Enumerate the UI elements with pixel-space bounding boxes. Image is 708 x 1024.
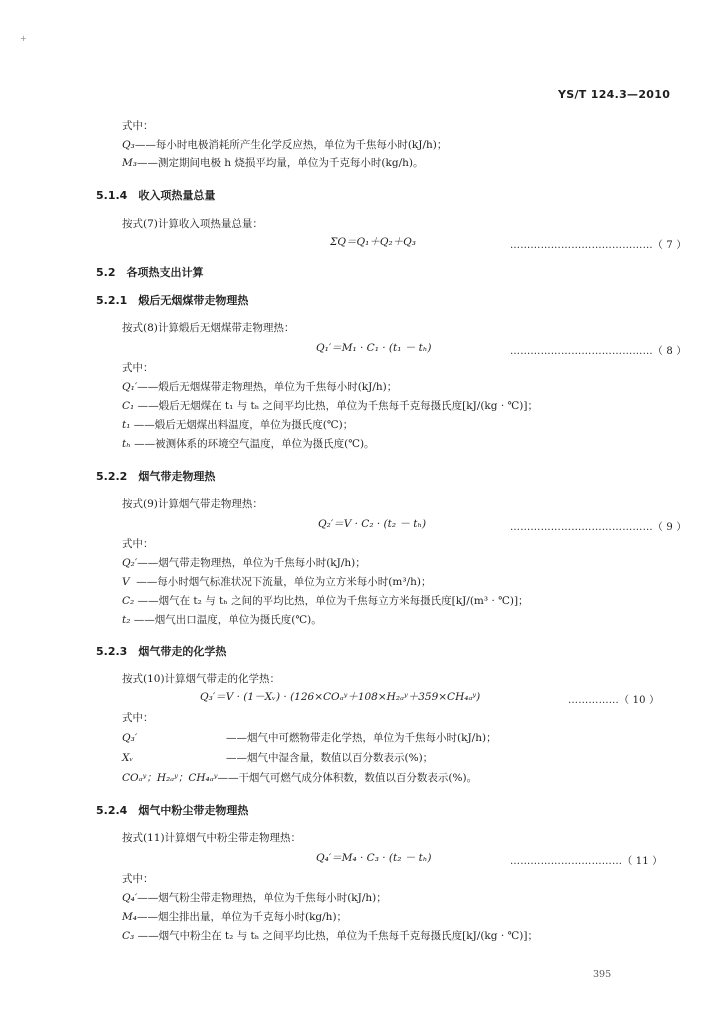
where-item: Xᵥ ——烟气中湿含量，数值以百分数表示(%)； (122, 752, 434, 764)
formula: Q₁′＝M₁ · C₁ · (t₁ － tₕ) (316, 342, 432, 354)
section-heading: 5.1.4 收入项热量总量 (96, 189, 216, 202)
standard-header: YS/T 124.3—2010 (558, 88, 671, 101)
formula: Q₃′＝V · (1－Xᵥ) · (126×COₐʸ＋108×H₂ₐʸ＋359×CH₄ₐʸ) (200, 691, 481, 703)
formula-intro: 按式(7)计算收入项热量总量： (122, 218, 263, 230)
section-heading: 5.2.4 烟气中粉尘带走物理热 (96, 804, 249, 817)
where-item: Q₄′——烟气粉尘带走物理热，单位为千焦每小时(kJ/h)； (122, 892, 387, 904)
formula-intro: 按式(9)计算烟气带走物理热： (122, 498, 263, 510)
formula: Q₄′＝M₄ · C₃ · (t₂ － tₕ) (316, 852, 432, 864)
where-label: 式中： (122, 362, 154, 374)
where-item: M₃——测定期间电极 h 烧损平均量，单位为千克每小时(kg/h)。 (122, 157, 424, 169)
where-item: tₕ ——被测体系的环境空气温度，单位为摄氏度(℃)。 (122, 438, 375, 450)
where-item: M₄——烟尘排出量，单位为千克每小时(kg/h)； (122, 911, 348, 923)
formula: Q₂′＝V · C₂ · (t₂ － tₕ) (318, 518, 427, 530)
corner-mark: + (20, 34, 27, 43)
formula-intro: 按式(8)计算煅后无烟煤带走物理热： (122, 322, 295, 334)
where-item: C₁ ——煅后无烟煤在 t₁ 与 tₕ 之间平均比热，单位为千焦每千克每摄氏度[kJ/(kg · ℃)]； (122, 400, 538, 412)
where-item: C₂ ——烟气在 t₂ 与 tₕ 之间的平均比热，单位为千焦每立方米每摄氏度[kJ/(m³ · ℃)]； (122, 595, 529, 607)
section-heading: 5.2.2 烟气带走物理热 (96, 470, 216, 483)
formula-intro: 按式(10)计算烟气带走的化学热： (122, 673, 281, 685)
equation-number: ……………（ 10 ） (568, 695, 660, 706)
section-heading: 5.2.3 烟气带走的化学热 (96, 645, 227, 658)
equation-number: ……………………………（ 11 ） (510, 856, 663, 867)
where-item: t₁ ——煅后无烟煤出料温度，单位为摄氏度(℃)； (122, 419, 354, 431)
where-item: Q₃′ ——烟气中可燃物带走化学热，单位为千焦每小时(kJ/h)； (122, 732, 497, 744)
where-item: Q₃——每小时电极消耗所产生化学反应热，单位为千焦每小时(kJ/h)； (122, 139, 448, 151)
formula-intro: 按式(11)计算烟气中粉尘带走物理热： (122, 832, 302, 844)
where-item: COₐʸ；H₂ₐʸ；CH₄ₐʸ——干烟气可燃气成分体积数，数值以百分数表示(%)。 (122, 772, 478, 784)
where-item: V ——每小时烟气标准状况下流量，单位为立方米每小时(m³/h)； (122, 576, 432, 588)
page-number: 395 (593, 969, 612, 980)
where-item: t₂ ——烟气出口温度，单位为摄氏度(℃)。 (122, 614, 322, 626)
equation-number: ……………………………………（ 9 ） (510, 522, 687, 533)
where-label: 式中： (122, 120, 154, 132)
where-label: 式中： (122, 873, 154, 885)
formula: ΣQ＝Q₁＋Q₂＋Q₃ (330, 236, 416, 248)
where-label: 式中： (122, 538, 154, 550)
where-item: C₃ ——烟气中粉尘在 t₂ 与 tₕ 之间平均比热，单位为千焦每千克每摄氏度[kJ/(kg · ℃)]； (122, 930, 538, 942)
where-item: Q₁′——煅后无烟煤带走物理热，单位为千焦每小时(kJ/h)； (122, 381, 398, 393)
section-heading: 5.2 各项热支出计算 (96, 266, 204, 279)
section-heading: 5.2.1 煅后无烟煤带走物理热 (96, 294, 249, 307)
where-label: 式中： (122, 712, 154, 724)
equation-number: ……………………………………（ 8 ） (510, 346, 687, 357)
where-item: Q₂′——烟气带走物理热，单位为千焦每小时(kJ/h)； (122, 557, 366, 569)
equation-number: ……………………………………（ 7 ） (510, 240, 687, 251)
